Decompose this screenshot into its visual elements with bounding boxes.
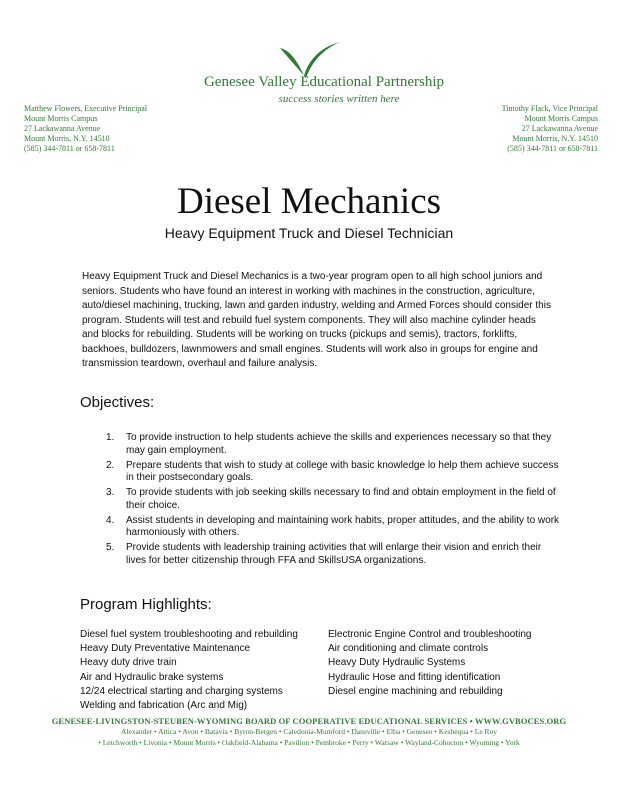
objective-text: To provide instruction to help students achieve the skills and experiences necessary so that they may gain employment. xyxy=(126,432,552,456)
right-contact-line: 27 Lackawanna Avenue xyxy=(521,124,598,133)
objectives-list xyxy=(90,432,560,570)
objective-text: To provide students with job seeking skills necessary to find and obtain employment in the field of their choice. xyxy=(126,487,556,511)
objective-item xyxy=(90,460,560,485)
highlights-right-column xyxy=(328,628,568,699)
footer-districts-line: • Letchworth • Livonia • Mount Morris • Oakfield-Alabama • Pavilion • Pembroke • Perry • Warsaw • Wayland-Cohocton • Wyoming • York xyxy=(98,738,520,747)
highlight-item: 12/24 electrical starting and charging systems xyxy=(80,685,283,697)
right-contact-line: Timothy Flack, Vice Principal xyxy=(501,104,598,113)
highlights-left-column xyxy=(80,628,320,713)
highlight-item: Diesel engine machining and rebuilding xyxy=(328,685,503,697)
right-contact-line: Mount Morris, N.Y. 14510 xyxy=(512,134,598,143)
objective-number: 3. xyxy=(106,487,115,498)
objective-item xyxy=(90,515,560,540)
right-contact-line: (585) 344-7811 or 658-7811 xyxy=(507,144,598,153)
left-contact-line: Mount Morris Campus xyxy=(24,114,98,123)
objective-number: 4. xyxy=(106,514,115,526)
footer-org-line: GENESEE-LIVINGSTON-STEUBEN-WYOMING BOARD OF COOPERATIVE EDUCATIONAL SERVICES • WWW.GVBOCES.ORG xyxy=(51,716,567,726)
objective-text: Prepare students that wish to study at college with basic knowledge lo help them achieve success in their postsecondary goals. xyxy=(126,459,559,483)
left-contact-line: (585) 344-7811 or 658-7811 xyxy=(24,144,115,153)
highlight-item: Hydraulic Hose and fitting identification xyxy=(328,671,501,683)
letterhead-logo xyxy=(0,40,618,110)
objective-number: 2. xyxy=(106,459,115,471)
left-contact-block xyxy=(24,104,147,154)
objective-item xyxy=(90,487,560,512)
footer-districts-line: Alexander • Attica • Avon • Batavia • Byron-Bergen • Caledonia-Mumford • Dansville • Elba • Geneseo • Keshequa • Le Roy xyxy=(120,727,498,736)
highlight-item: Air conditioning and climate controls xyxy=(328,643,489,655)
right-contact-line: Mount Morris Campus xyxy=(524,114,598,123)
highlight-item: Welding and fabrication (Arc and Mig) xyxy=(80,700,248,712)
highlights-heading: Program Highlights: xyxy=(80,596,212,613)
page-footer xyxy=(0,716,618,748)
objectives-heading: Objectives: xyxy=(80,394,155,411)
page-subtitle: Heavy Equipment Truck and Diesel Technician xyxy=(164,225,454,241)
left-contact-line: 27 Lackawanna Avenue xyxy=(24,124,101,133)
objective-number: 1. xyxy=(106,432,115,443)
intro-paragraph: Heavy Equipment Truck and Diesel Mechanics is a two-year program open to all high school juniors and seniors. Students who have found an interest in working with machines in the construction, agriculture, auto/diesel machining, trucking, lawn and garden industry, welding and Armed Forces should consider this program. Students will test and rebuild fuel system components. They will also machine cylinder heads and blocks for rebuilding. Students will be working on trucks (pickups and semis), tractors, forklifts, backhoes, bulldozers, lawnmowers and small engines. Students will work also in groups for engine and transmission teardown, overhaul and failure analysis. xyxy=(82,271,551,369)
org-tagline: success stories written here xyxy=(278,93,400,105)
left-contact-line: Matthew Flowers, Executive Principal xyxy=(24,104,148,113)
highlight-item: Diesel fuel system troubleshooting and rebuilding xyxy=(80,629,298,640)
highlight-item: Air and Hydraulic brake systems xyxy=(80,671,224,683)
objective-item xyxy=(90,542,560,567)
objective-number: 5. xyxy=(106,542,115,553)
highlight-item: Electronic Engine Control and troubleshooting xyxy=(328,629,532,640)
highlight-item: Heavy Duty Hydraulic Systems xyxy=(328,657,466,669)
objective-text: Provide students with leadership training activities that will enlarge their vision and enrich their lives for better citizenship through FFA and SkillsUSA organizations. xyxy=(126,542,542,566)
highlight-item: Heavy Duty Preventative Maintenance xyxy=(80,643,251,655)
org-name: Genesee Valley Educational Partnership xyxy=(203,74,445,90)
highlight-item: Heavy duty drive train xyxy=(80,657,177,669)
left-contact-line: Mount Morris, N.Y. 14510 xyxy=(24,134,110,143)
objective-text: Assist students in developing and maintaining work habits, proper attitudes, and the ability to work harmoniously with others. xyxy=(126,514,560,538)
page-title: Diesel Mechanics xyxy=(176,181,442,222)
objective-item xyxy=(90,432,560,457)
right-contact-block xyxy=(502,104,598,154)
